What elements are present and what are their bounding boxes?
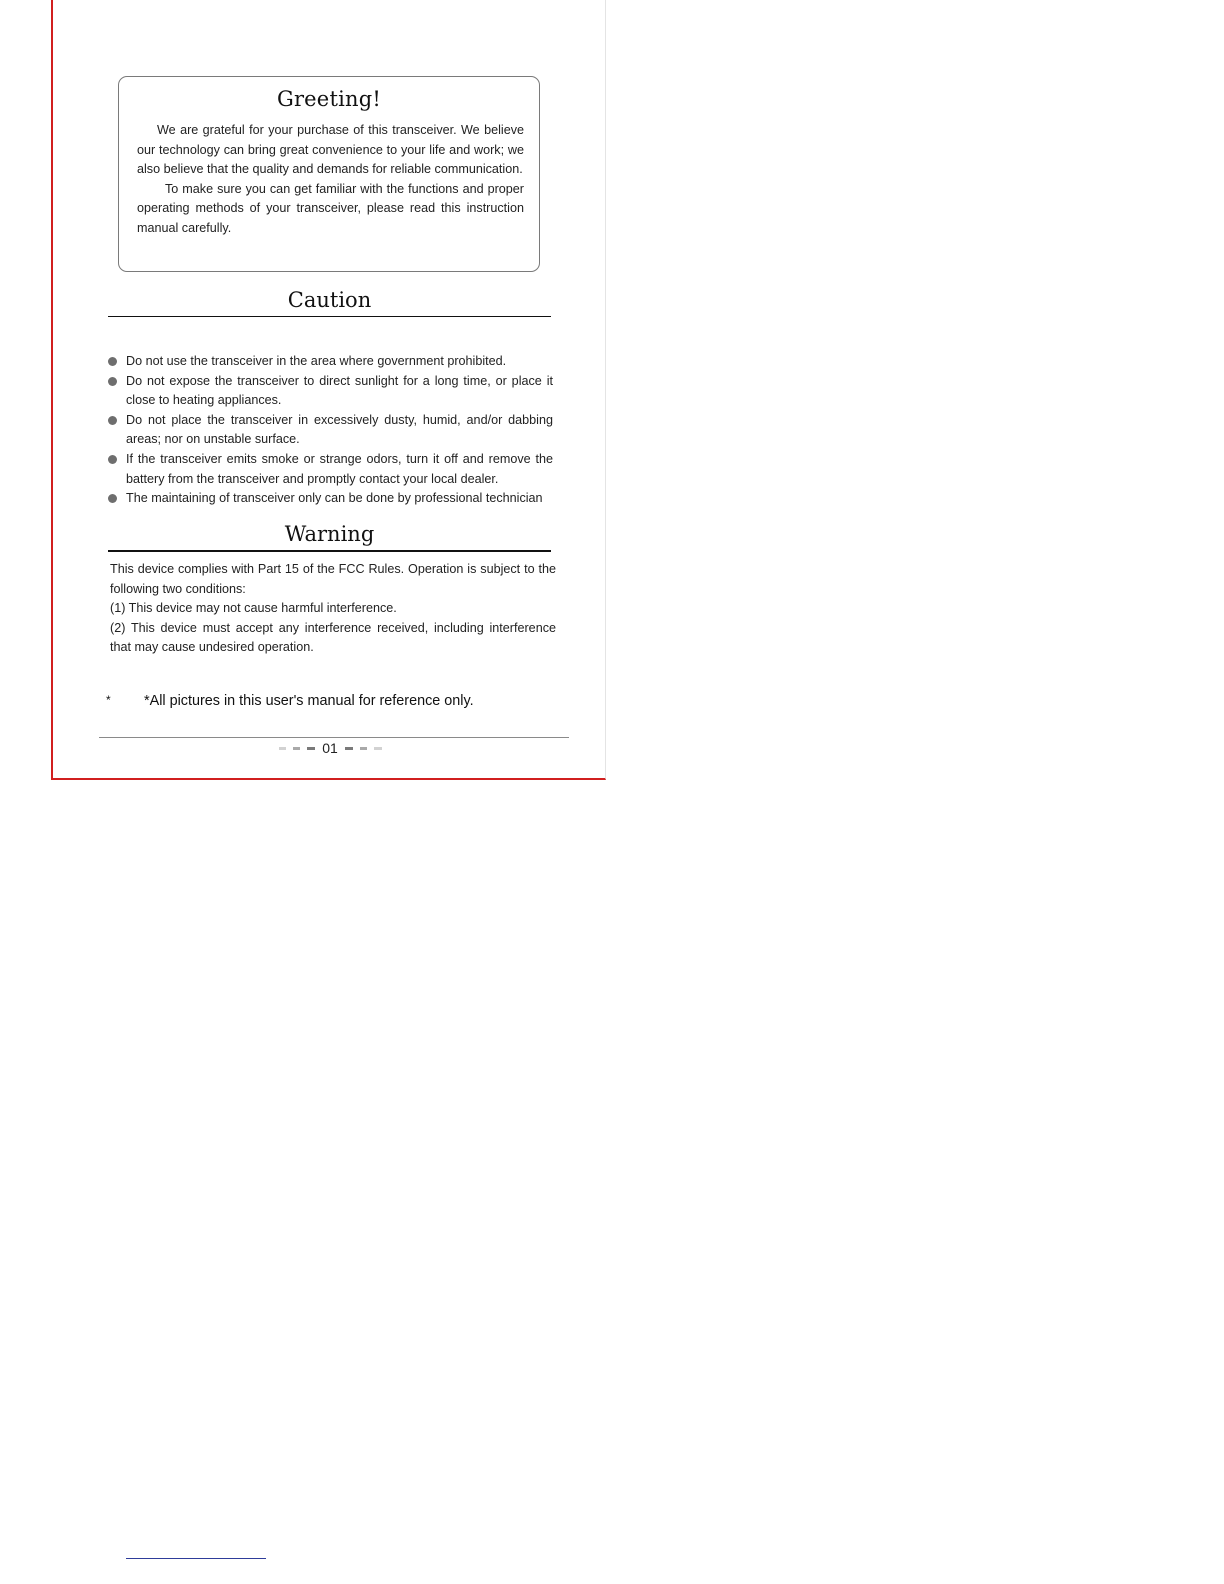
caution-list [105,352,553,509]
warning-text [110,560,556,658]
footer-divider [99,737,569,738]
caution-item: Do not expose the transceiver to direct sunlight for a long time, or place it close to heating appliances. [105,372,553,411]
greeting-text [137,121,524,239]
link-underline [126,1558,266,1559]
bullet-icon [108,357,117,366]
greeting-paragraph: To make sure you can get familiar with the functions and proper operating methods of your transceiver, please read this instruction manual carefully. [137,181,524,235]
manual-page [51,0,606,780]
warning-line: (1) This device may not cause harmful interference. [110,601,397,616]
warning-line: (2) This device must accept any interference received, including interference that may cause undesired operation. [110,620,556,655]
bullet-icon [108,377,117,386]
warning-title: Warning [284,522,375,546]
reference-note [106,693,566,709]
page-number-text: 01 [322,740,338,756]
caution-item: Do not place the transceiver in excessively dusty, humid, and/or dabbing areas; nor on unstable surface. [105,411,553,450]
warning-divider [108,550,551,552]
dash-decoration [374,747,381,750]
bullet-icon [108,494,117,503]
dash-decoration [307,747,314,750]
dash-decoration [279,747,286,750]
caution-item: Do not use the transceiver in the area where government prohibited. [105,352,553,372]
note-marker: * [106,693,111,707]
dash-decoration [360,747,367,750]
greeting-title: Greeting! [276,87,382,111]
greeting-box [118,76,540,272]
caution-item: If the transceiver emits smoke or strange odors, turn it off and remove the battery from the transceiver and promptly contact your local dealer. [105,450,553,489]
note-text: *All pictures in this user's manual for reference only. [144,693,474,709]
dash-decoration [293,747,300,750]
caution-title: Caution [287,288,372,312]
caution-item: The maintaining of transceiver only can be done by professional technician [105,489,553,509]
bullet-icon [108,416,117,425]
page-number [275,739,385,757]
dash-decoration [345,747,352,750]
warning-line: This device complies with Part 15 of the FCC Rules. Operation is subject to the following two conditions: [110,562,556,596]
bullet-icon [108,455,117,464]
caution-divider [108,316,551,317]
greeting-paragraph: We are grateful for your purchase of this transceiver. We believe our technology can bring great convenience to your life and work; we also believe that the quality and demands for reliable communication. [137,123,524,177]
